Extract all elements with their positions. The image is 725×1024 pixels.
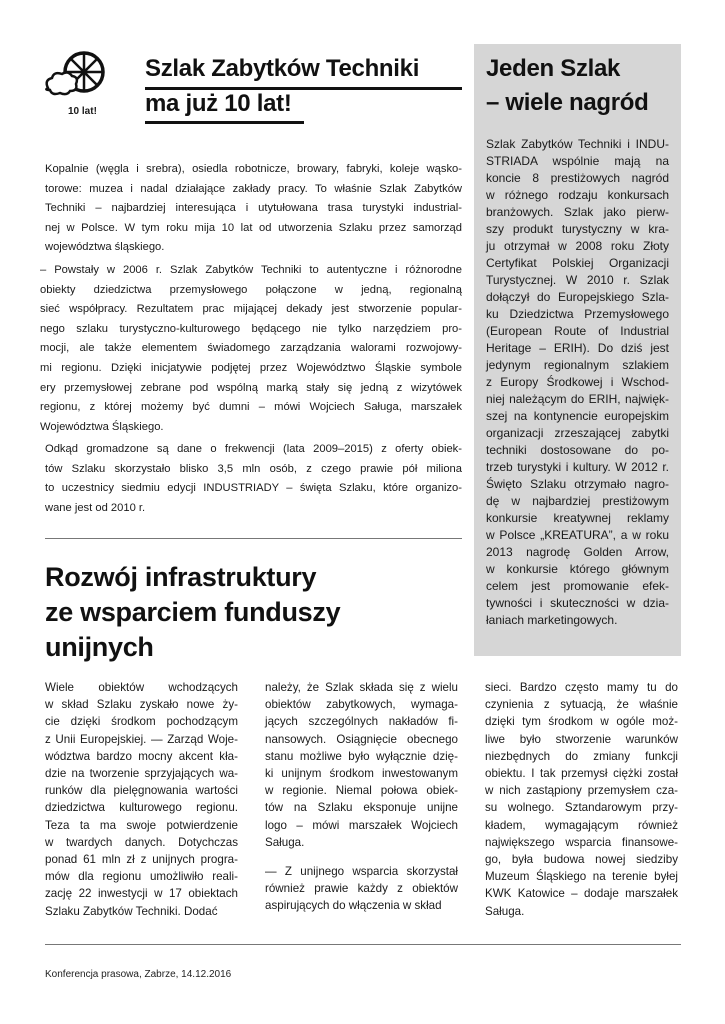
text-line: obiekty dziedzictwa przemysłowego połączone w jedną, regionalną: [40, 283, 462, 296]
text-line: z Europy Środkowej i Wschod-: [486, 375, 669, 389]
text-line: koncie 8 prestiżowych nagród: [486, 171, 669, 185]
intro-paragraph: [45, 160, 462, 258]
page-title-line1: Szlak Zabytków Techniki: [145, 55, 420, 82]
text-line: Szlak Zabytków Techniki i INDU-: [486, 137, 669, 151]
text-line: ery przemysłowej zebrane pod wspólną marką stały się jedną z wizytówek: [40, 381, 462, 394]
intro-stats-paragraph: [45, 440, 462, 518]
text-line: w regionie. Niemal połowa obiek-: [265, 784, 458, 798]
text-line: Teza ta ma swoje potwierdzenie: [45, 818, 238, 832]
text-line: — Z unijnego wsparcia skorzystał: [265, 865, 458, 878]
text-line: obiektu. I tak przemysł ciężki został: [485, 767, 678, 781]
awards-title-line2: – wiele nagród: [486, 89, 649, 116]
text-line: w różnego rodzaju konkursach: [486, 188, 669, 202]
column-3-paragraph: [485, 679, 678, 920]
text-line: dzięki tym środkom w ogóle moż-: [485, 715, 678, 729]
text-line: logo – mówi marszałek Wojciech: [265, 818, 458, 832]
text-line: to uczestnicy siedmiu edycji INDUSTRIADY – święta Szlaku, które organizo-: [45, 482, 462, 495]
awards-title-line1: Jeden Szlak: [486, 55, 621, 82]
text-line: go, była budowa nowej siedziby: [485, 853, 678, 867]
text-line: nansowych. Osiągnięcie obecnego: [265, 732, 458, 746]
page-title-line2: ma już 10 lat!: [145, 90, 292, 117]
text-line: sieci. Bardzo często mamy tu do: [485, 681, 678, 694]
text-line: tów Szlaku skorzystało blisko 3,5 mln osób, z czego prawie pół miliona: [45, 462, 462, 475]
text-line: Odkąd gromadzone są dane o frekwencji (lata 2009–2015) z oferty obiek-: [45, 443, 462, 455]
text-line: Saługa.: [265, 835, 305, 849]
text-line: czynienia z sytuacją, że właśnie: [485, 698, 678, 712]
text-line: Muzeum Śląskiego na terenie byłej: [485, 870, 678, 884]
text-line: dę w najbardziej prestiżowym: [486, 494, 669, 508]
text-line: w twardych danych. Dotychczas: [45, 835, 238, 849]
intro-quote-paragraph: [40, 261, 462, 437]
awards-paragraph: [486, 136, 669, 629]
text-line: wane jest od 2010 r.: [45, 501, 146, 514]
text-line: ju otrzymał w 2008 roku Złoty: [486, 239, 669, 253]
text-line: mów dla regionu umożliwiło reali-: [45, 870, 238, 884]
column-1-paragraph: [45, 679, 238, 920]
section-title-line: unijnych: [45, 632, 154, 662]
text-line: kładem, wymagającym również: [485, 818, 678, 832]
text-line: województwa śląskiego.: [45, 241, 165, 254]
text-line: w skład Szlaku zyskało nowe ży-: [45, 698, 238, 712]
text-line: dołączył do Europejskiego Szla-: [486, 290, 669, 304]
text-line: Województwa Śląskiego.: [40, 420, 164, 433]
text-line: Techniki – najbardziej interesująca i utytułowana trasa turystyki industrial-: [45, 202, 462, 215]
text-line: w nich zastąpiony przemysłem cza-: [485, 784, 678, 798]
text-line: niezbędnych do zmiany funkcji: [485, 749, 678, 763]
text-line: tów na Szlaku eksponuje unijne: [265, 801, 458, 815]
section-title-line: Rozwój infrastruktury: [45, 562, 317, 592]
text-line: KWK Katowice – dodaje marszałek: [485, 887, 678, 901]
text-line: Wiele obiektów wchodzących: [45, 681, 238, 694]
logo: [40, 48, 110, 108]
text-line: cie dzięki środkom pochodzącym: [45, 715, 238, 729]
text-line: tywności i skuteczności w dzia-: [486, 596, 669, 610]
text-line: sieć współpracy. Rezultatem prac mijającej dekady jest stworzenie popular-: [40, 303, 462, 316]
text-line: celem jest promowanie efek-: [486, 579, 669, 593]
text-line: (European Route of Industrial: [486, 324, 669, 338]
section-title: [45, 560, 340, 665]
column-2-paragraph: [265, 863, 458, 915]
logo-caption: 10 lat!: [68, 106, 97, 117]
text-line: organizacji zrzeszającej zabytki: [486, 426, 669, 440]
text-line: również prawie każdy z obiektów: [265, 882, 458, 896]
text-line: Heritage – ERIH). Do dziś jest: [486, 341, 669, 355]
title-underline: [145, 121, 304, 124]
text-line: Saługa.: [485, 904, 525, 918]
text-line: zację 22 inwestycji w 17 obiektach: [45, 887, 238, 901]
text-line: Certyfikat Polskiej Organizacji: [486, 256, 669, 270]
text-line: łaniach marketingowych.: [486, 613, 618, 627]
text-line: jedynym regionalnym szlakiem: [486, 358, 669, 372]
text-line: trzeb turystyki i kultury. W 2012 r.: [486, 460, 669, 474]
text-line: największego wsparcia finansowe-: [485, 835, 678, 849]
text-line: szej na kontynencie europejskim: [486, 409, 669, 423]
text-line: regionu, z której możemy być dumni – mówi Wojciech Saługa, marszałek: [40, 401, 462, 414]
section-divider: [45, 538, 462, 539]
text-line: torowe: muzea i nadal działające zakłady pracy. To właśnie Szlak Zabytków: [45, 182, 462, 195]
text-line: mocji, ale także elementem świadomego zarządzania walorami rozwojowy-: [40, 342, 462, 355]
text-line: su wolnego. Sztandarowym przy-: [485, 801, 678, 815]
text-line: niej należącym do ERIH, najwięk-: [486, 392, 669, 406]
footer-divider: [45, 944, 681, 945]
text-line: konkursie kreatywnej reklamy: [486, 511, 669, 525]
column-2-paragraph: [265, 679, 458, 851]
text-line: liwe było stworzenie warunków: [485, 732, 678, 746]
text-line: wództwa bardzo mocny akcent kła-: [45, 749, 238, 763]
text-line: obiektów zabytkowych, wymaga-: [265, 698, 458, 712]
text-line: ki unijnym środkom inwestowanym: [265, 767, 458, 781]
text-line: runków dla pielęgnowania wartości: [45, 784, 238, 798]
text-line: – Powstały w 2006 r. Szlak Zabytków Techniki to autentyczne i różnorodne: [40, 264, 462, 276]
text-line: nej w Polsce. W tym roku mija 10 lat od utworzenia Szlaku przez samorząd: [45, 221, 462, 234]
text-line: szy produkt turystyczny w kra-: [486, 222, 669, 236]
text-line: stanu możliwe było wyłącznie dzię-: [265, 749, 458, 763]
footer-text: Konferencja prasowa, Zabrze, 14.12.2016: [45, 969, 232, 980]
wheel-steam-icon: [40, 48, 110, 108]
text-line: w konkursie którego głównym: [486, 562, 669, 576]
text-line: 2013 nagrodę Golden Arrow,: [486, 545, 669, 559]
text-line: jących szczególnych nakładów fi-: [265, 715, 458, 729]
text-line: Święto Szlaku otrzymało nagro-: [486, 477, 669, 491]
text-line: Szlaku Zabytków Techniki. Dodać: [45, 904, 218, 918]
section-title-line: ze wsparciem funduszy: [45, 597, 341, 627]
text-line: Turystycznej. W 2010 r. Szlak: [486, 273, 669, 287]
text-line: Kopalnie (węgla i srebra), osiedla robotnicze, browary, fabryki, koleje wąsko-: [45, 163, 462, 175]
text-line: ku Dziedzictwa Przemysłowego: [486, 307, 669, 321]
text-line: techniki dostosowane do po-: [486, 443, 669, 457]
text-line: dziedzictwa kulturowego regionu.: [45, 801, 238, 815]
text-line: STRIADA wspólnie mają na: [486, 154, 669, 168]
text-line: branżowych. Szlak jako pierw-: [486, 205, 669, 219]
text-line: należy, że Szlak składa się z wielu: [265, 681, 458, 694]
text-line: aspirujących do włączenia w skład: [265, 899, 442, 913]
text-line: ponad 61 mln zł z unijnych progra-: [45, 853, 238, 867]
text-line: w Polsce „KREATURA”, a w roku: [486, 528, 669, 542]
awards-panel-title: [486, 52, 649, 120]
text-line: nego szlaku turystyczno-kulturowego będącego nie tylko narzędziem pro-: [40, 322, 462, 335]
text-line: dzie na tworzenie sprzyjających wa-: [45, 767, 238, 781]
text-line: mi regionu. Dzięki inicjatywie podjętej przez Województwo Śląskie symbole: [40, 361, 462, 374]
text-line: z Unii Europejskiej. — Zarząd Woje-: [45, 732, 238, 746]
